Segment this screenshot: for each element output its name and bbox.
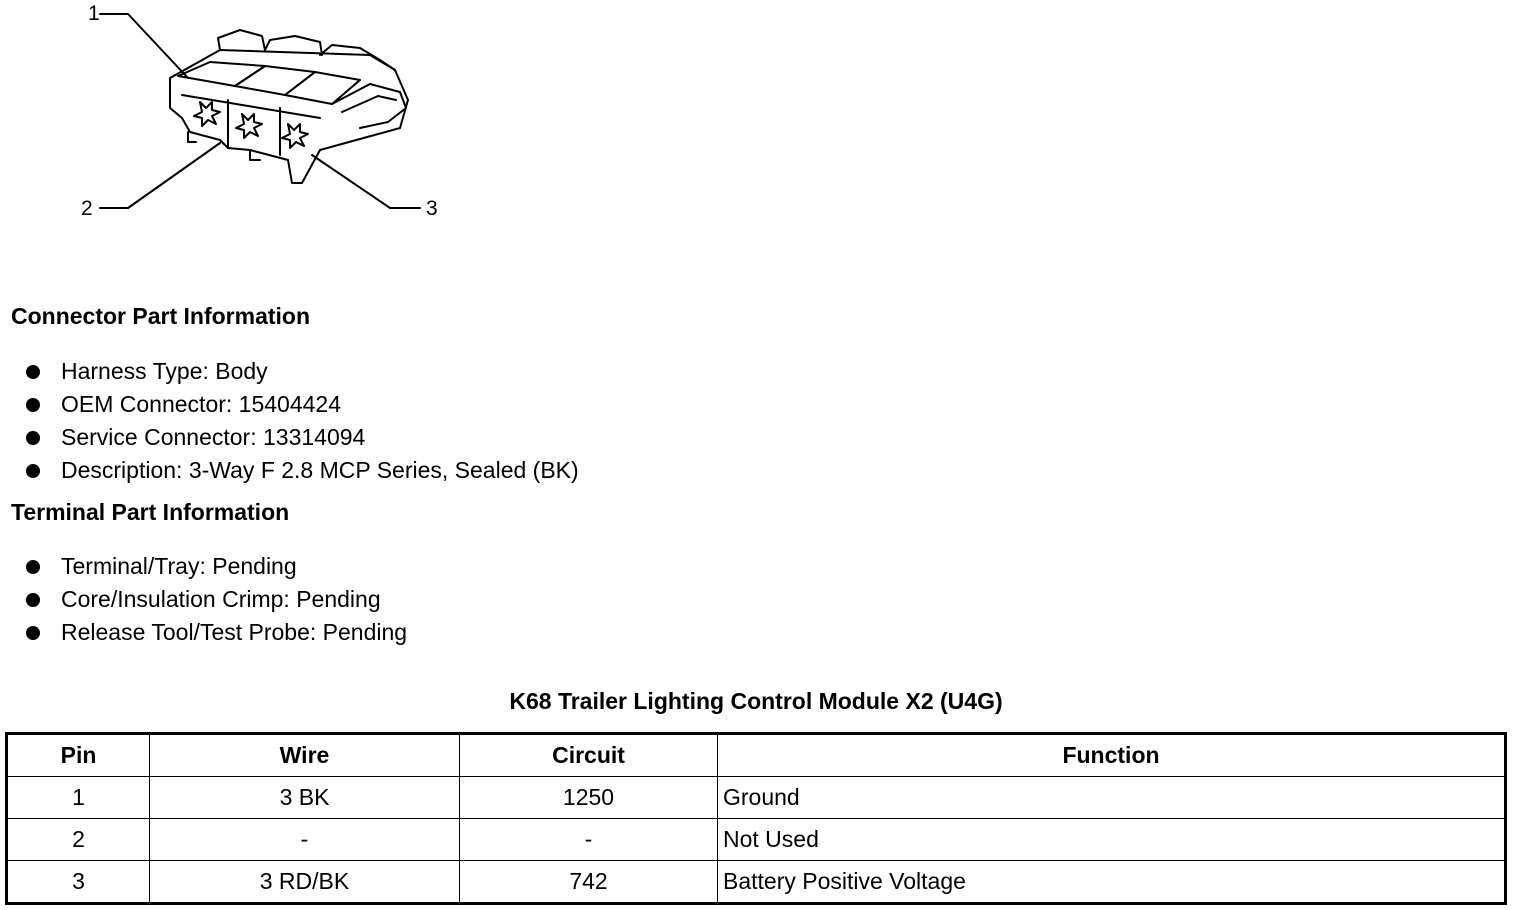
bullet-icon [26,626,40,640]
bullet-icon [26,464,40,478]
list-item: Service Connector: 13314094 [26,421,579,454]
pinout-table [5,732,1507,905]
cell-circuit: - [460,819,718,861]
column-header-function: Function [718,734,1506,777]
cell-wire: 3 RD/BK [150,861,460,904]
bullet-icon [26,365,40,379]
list-item: Description: 3-Way F 2.8 MCP Series, Sealed (BK) [26,454,579,487]
callout-2: 2 [81,197,93,220]
column-header-wire: Wire [150,734,460,777]
table-row [7,777,1506,819]
cell-circuit: 1250 [460,777,718,819]
cell-pin: 3 [7,861,150,904]
bullet-icon [26,431,40,445]
terminal-info-list [26,550,407,649]
table-row [7,861,1506,904]
list-item: OEM Connector: 15404424 [26,388,579,421]
cell-function: Ground [718,777,1506,819]
callout-1: 1 [88,2,100,25]
column-header-circuit: Circuit [460,734,718,777]
cell-pin: 1 [7,777,150,819]
callout-3: 3 [426,197,438,220]
connector-illustration [70,0,470,230]
cell-function: Battery Positive Voltage [718,861,1506,904]
connector-info-list [26,355,579,487]
cell-wire: - [150,819,460,861]
column-header-pin: Pin [7,734,150,777]
cell-function: Not Used [718,819,1506,861]
cell-circuit: 742 [460,861,718,904]
connector-drawing [70,0,470,230]
pin-table-title: K68 Trailer Lighting Control Module X2 (U4G) [509,688,1003,714]
bullet-icon [26,560,40,574]
cell-wire: 3 BK [150,777,460,819]
list-item: Core/Insulation Crimp: Pending [26,583,407,616]
bullet-icon [26,398,40,412]
cell-pin: 2 [7,819,150,861]
list-item: Release Tool/Test Probe: Pending [26,616,407,649]
list-item: Harness Type: Body [26,355,579,388]
connector-info-heading: Connector Part Information [11,303,311,329]
list-item: Terminal/Tray: Pending [26,550,407,583]
terminal-info-heading: Terminal Part Information [11,499,290,525]
table-row [7,819,1506,861]
table-header-row [7,734,1506,777]
bullet-icon [26,593,40,607]
